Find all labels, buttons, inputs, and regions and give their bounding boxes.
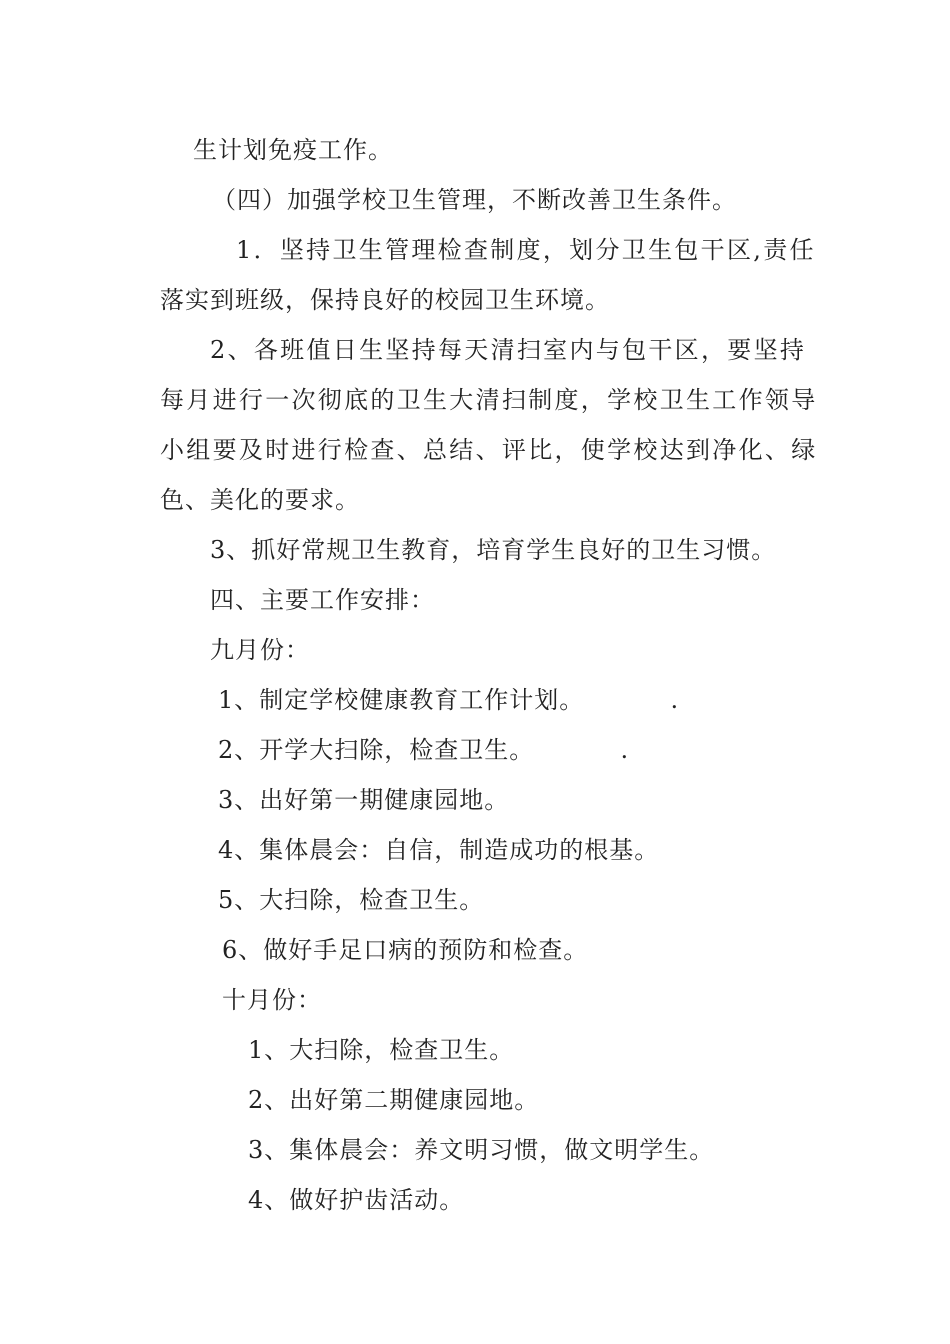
list-item: 1、制定学校健康教育工作计划。 . <box>218 686 680 714</box>
month-heading: 九月份： <box>210 636 310 664</box>
text-line: 小组要及时进行检查、总结、评比，使学校达到净化、绿 <box>160 436 818 464</box>
list-item: 1、大扫除，检查卫生。 <box>248 1036 515 1064</box>
list-item: 4、集体晨会：自信，制造成功的根基。 <box>218 836 660 864</box>
list-item: 5、大扫除，检查卫生。 <box>218 886 485 914</box>
list-item: 3、集体晨会：养文明习惯，做文明学生。 <box>248 1136 715 1164</box>
list-item: 4、做好护齿活动。 <box>248 1186 465 1214</box>
month-heading: 十月份： <box>222 986 322 1014</box>
list-item: 3、出好第一期健康园地。 <box>218 786 510 814</box>
list-item: 2、开学大扫除，检查卫生。 . <box>218 736 630 764</box>
text-line: 2、各班值日生坚持每天清扫室内与包干区，要坚持 <box>210 336 807 364</box>
text-line: 落实到班级，保持良好的校园卫生环境。 <box>160 286 610 314</box>
text-line: 生计划免疫工作。 <box>193 136 393 164</box>
text-line: 每月进行一次彻底的卫生大清扫制度，学校卫生工作领导 <box>160 386 818 414</box>
text-line: 3、抓好常规卫生教育，培育学生良好的卫生习惯。 <box>210 536 777 564</box>
text-line: 色、美化的要求。 <box>160 486 360 514</box>
section-heading: 四、主要工作安排： <box>210 586 435 614</box>
text-line: 1．坚持卫生管理检查制度，划分卫生包干区,责任 <box>236 236 816 264</box>
section-heading: （四）加强学校卫生管理，不断改善卫生条件。 <box>212 186 737 214</box>
list-item: 6、做好手足口病的预防和检查。 <box>222 936 589 964</box>
list-item: 2、出好第二期健康园地。 <box>248 1086 540 1114</box>
